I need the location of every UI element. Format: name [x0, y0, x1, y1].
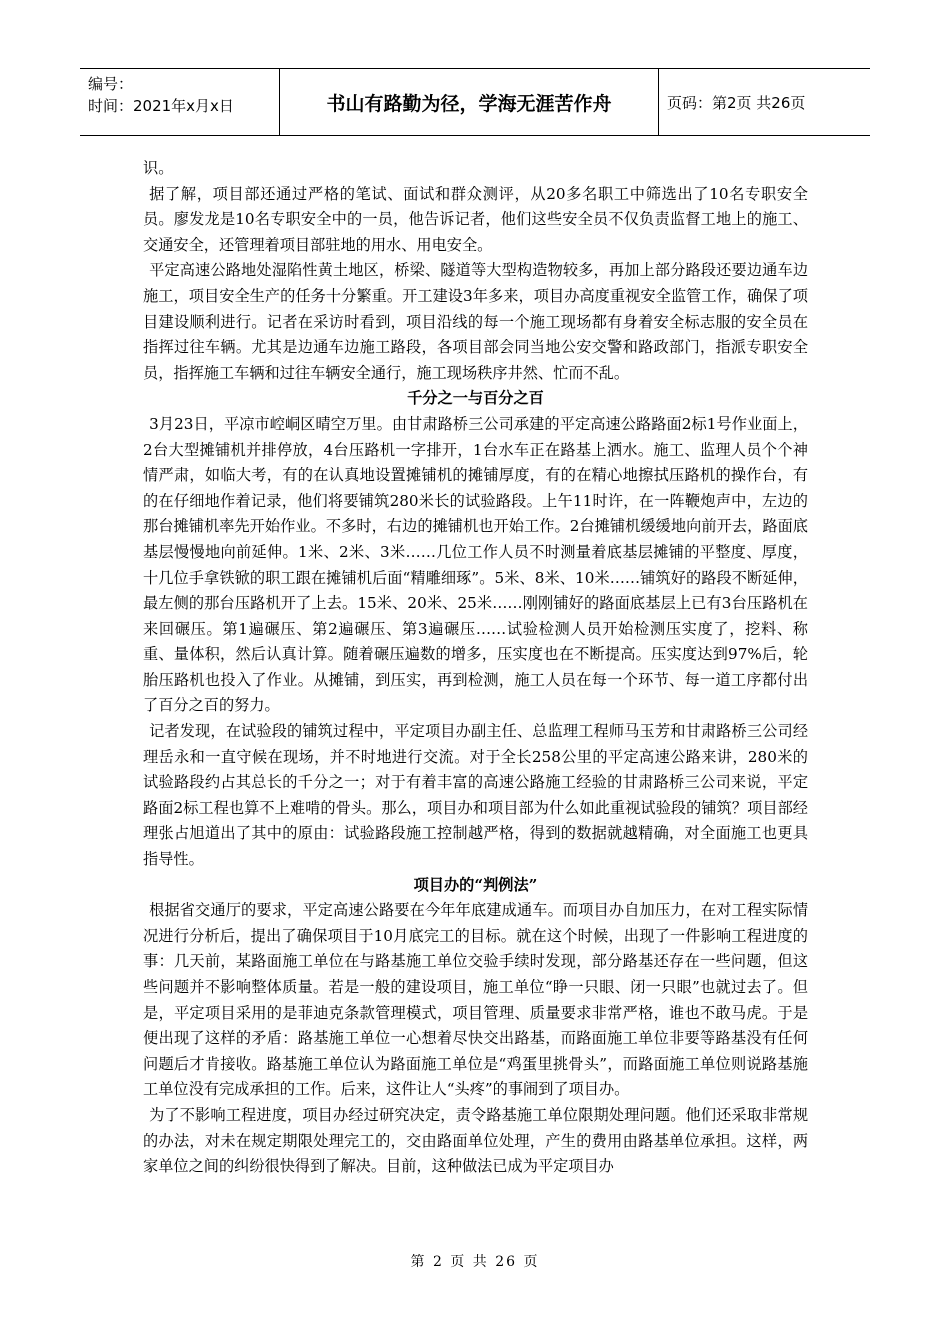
page-footer: 第 2 页 共 26 页	[410, 1254, 540, 1270]
header-meta	[80, 69, 280, 135]
section-heading: 千分之一与百分之百	[407, 389, 544, 408]
document-number-label: 编号：	[88, 75, 134, 93]
paragraph: 3月23日，平凉市崆峒区晴空万里。由甘肃路桥三公司承建的平定高速公路路面2标1号作业面上，2台大型摊铺机并排停放，4台压路机一字排开，1台水车正在路基上洒水。施工、监理人员个个神情严肃，如临大考，有的在认真地设置摊铺机的摊铺厚度，有的在精心地擦拭压路机的操作台，有的在仔细地作着记录，他们将要铺筑280米长的试验路段。上午11时许，在一阵鞭炮声中，左边的那台摊铺机率先开始作业。不多时，右边的摊铺机也开始工作。2台摊铺机缓缓地向前开去，路面底基层慢慢地向前延伸。1米、2米、3米……几位工作人员不时测量着底基层摊铺的平整度、厚度，十几位手拿铁锨的职工跟在摊铺机后面“精雕细琢”。5米、8米、10米……铺筑好的路段不断延伸，最左侧的那台压路机开了上去。15米、20米、25米……刚刚铺好的路面底基层上已有3台压路机在来回碾压。第1遍碾压、第2遍碾压、第3遍碾压……试验检测人员开始检测压实度了，挖料、称重、量体积，然后认真计算。随着碾压遍数的增多，压实度也在不断提高。压实度达到97%后，轮胎压路机也投入了作业。从摊铺，到压实，再到检测，施工人员在每一个环节、每一道工序都付出了百分之百的努力。	[143, 414, 808, 715]
paragraph: 平定高速公路地处湿陷性黄土地区，桥梁、隧道等大型构造物较多，再加上部分路段还要边通车边施工，项目安全生产的任务十分繁重。开工建设3年多来，项目办高度重视安全监管工作，确保了项目建设顺利进行。记者在采访时看到，项目沿线的每一个施工现场都有身着安全标志服的安全员在指挥过往车辆。尤其是边通车边施工路段，各项目部会同当地公安交警和路政部门，指派专职安全员，指挥施工车辆和过往车辆安全通行，施工现场秩序井然、忙而不乱。	[143, 261, 808, 382]
document-date: 时间：2021年x月x日	[88, 97, 234, 115]
section-heading: 项目办的“判例法”	[413, 875, 538, 894]
paragraph: 为了不影响工程进度，项目办经过研究决定，责令路基施工单位限期处理问题。他们还采取非常规的办法，对未在规定期限处理完工的，交由路面单位处理，产生的费用由路基单位承担。这样，两家单位之间的纠纷很快得到了解决。目前，这种做法已成为平定项目办	[143, 1105, 808, 1176]
page-header	[80, 68, 870, 136]
paragraph: 据了解，项目部还通过严格的笔试、面试和群众测评，从20多名职工中筛选出了10名专职安全员。廖发龙是10名专职安全中的一员，他告诉记者，他们这些安全员不仅负责监督工地上的施工、交通安全，还管理着项目部驻地的用水、用电安全。	[143, 184, 808, 254]
header-page-info: 页码：第2页 共26页	[667, 93, 806, 112]
document-body	[143, 156, 808, 1180]
paragraph: 根据省交通厅的要求，平定高速公路要在今年年底建成通车。而项目办自加压力，在对工程实际情况进行分析后，提出了确保项目于10月底完工的目标。就在这个时候，出现了一件影响工程进度的事：几天前，某路面施工单位在与路基施工单位交验手续时发现，部分路基还存在一些问题，但这些问题并不影响整体质量。若是一般的建设项目，施工单位“睁一只眼、闭一只眼”也就过去了。但是，平定项目采用的是菲迪克条款管理模式，项目管理、质量要求非常严格，谁也不敢马虎。于是便出现了这样的矛盾：路基施工单位一心想着尽快交出路基，而路面施工单位非要等路基没有任何问题后才肯接收。路基施工单位认为路面施工单位是“鸡蛋里挑骨头”，而路面施工单位则说路基施工单位没有完成承担的工作。后来，这件让人“头疼”的事闹到了项目办。	[143, 901, 808, 1099]
paragraph: 识。	[143, 159, 174, 177]
header-motto: 书山有路勤为径，学海无涯苦作舟	[280, 69, 659, 135]
paragraph: 记者发现，在试验段的铺筑过程中，平定项目办副主任、总监理工程师马玉芳和甘肃路桥三公司经理岳永和一直守候在现场，并不时地进行交流。对于全长258公里的平定高速公路来讲，280米的试验路段约占其总长的千分之一；对于有着丰富的高速公路施工经验的甘肃路桥三公司来说，平定路面2标工程也算不上难啃的骨头。那么，项目办和项目部为什么如此重视试验段的铺筑？项目部经理张占旭道出了其中的原由：试验路段施工控制越严格，得到的数据就越精确，对全面施工也更具指导性。	[143, 722, 808, 869]
